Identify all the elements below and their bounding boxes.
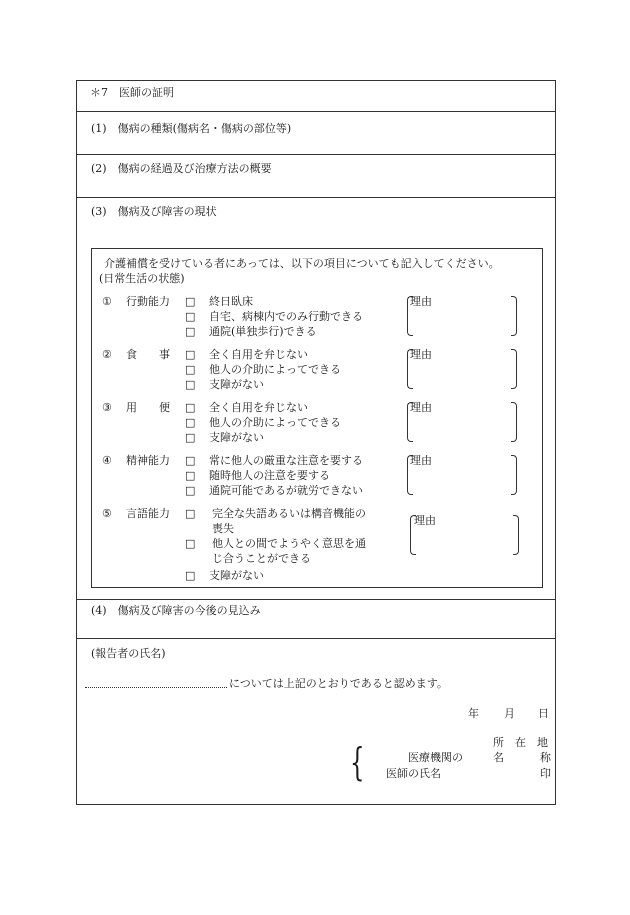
institution-name-char: 名 (493, 751, 504, 764)
option: 他人の介助によってできる (209, 416, 341, 429)
checkbox[interactable]: □ (185, 348, 196, 361)
section-title: ＊7 医師の証明 (90, 86, 174, 99)
checkbox[interactable]: □ (185, 325, 196, 338)
field-current-state: (3) 傷病及び障害の現状 (91, 205, 217, 218)
checkbox[interactable]: □ (185, 295, 196, 308)
item-number: ① (102, 295, 112, 308)
item-label: 行動能力 (126, 295, 170, 308)
reason-label: 理由 (410, 348, 432, 361)
checkbox[interactable]: □ (185, 378, 196, 391)
divider (77, 111, 555, 112)
option: 常に他人の厳重な注意を要する (209, 454, 363, 467)
option: 他人との間でようやく意思を通 (212, 537, 366, 550)
reason-label: 理由 (410, 454, 432, 467)
doctor-name-label: 医師の氏名 (386, 767, 441, 780)
checkbox[interactable]: □ (185, 507, 196, 520)
checkbox[interactable]: □ (185, 363, 196, 376)
date-day: 日 (538, 707, 549, 720)
certificate-form: ＊7 医師の証明 (1) 傷病の種類(傷病名・傷病の部位等) (2) 傷病の経過及び治療方法の概要 (3) 傷病及び障害の現状 介護補償を受けている者にあっては、以下の項目についても記入してください。 (日常生活の状態) ① 行動能力 □ 終日臥床 □ 自宅、病棟内でのみ行動できる □ 通院(単独歩行)できる 理由 ② 食 事 □ 全く自用を弁じない □ 他人の介助によってできる □ 支障がない 理由 ③ 用 便 □ 全く自用を弁じない □ 他人の介助によってできる □ 支障がない 理由 ④ 精神能力 □ 常に他人の厳重な注意を要する □ 随時他人の注意を要する □ 通院可能であるが就労できない 理由 ⑤ 言語能力 □ 完全な失語あるいは構音機能の 喪失 □ 他人との間でようやく意思を通 じ合うことができる □ 支障がない 理由 (4) 傷病及び障害の今後の見込み (報告者の氏名) については上記のとおりであると認めます。 年 月 日 { 所 在 地 医療機関の 名 称 医師の氏名 印 (76, 80, 556, 805)
option: 他人の介助によってできる (209, 363, 341, 376)
reason-bracket-close (511, 402, 517, 442)
item-label: 言語能力 (126, 507, 170, 520)
divider (77, 599, 555, 600)
reason-bracket-close (513, 515, 519, 555)
option: 支障がない (209, 378, 264, 391)
reason-label: 理由 (410, 401, 432, 414)
field-prognosis: (4) 傷病及び障害の今後の見込み (91, 604, 261, 617)
box-intro: 介護補償を受けている者にあっては、以下の項目についても記入してください。 (104, 257, 500, 270)
reason-label: 理由 (414, 514, 436, 527)
divider (77, 154, 555, 155)
item-number: ② (102, 348, 112, 361)
checkbox[interactable]: □ (185, 469, 196, 482)
item-label: 用 便 (126, 401, 170, 414)
option: 全く自用を弁じない (209, 348, 308, 361)
date-month: 月 (504, 707, 515, 720)
reason-bracket-close (511, 455, 517, 495)
date-year: 年 (468, 707, 479, 720)
checkbox[interactable]: □ (185, 569, 196, 582)
checkbox[interactable]: □ (185, 454, 196, 467)
field-injury-type: (1) 傷病の種類(傷病名・傷病の部位等) (91, 122, 292, 135)
option: 随時他人の注意を要する (209, 469, 330, 482)
checkbox[interactable]: □ (185, 431, 196, 444)
item-number: ④ (102, 454, 112, 467)
option: 終日臥床 (209, 295, 253, 308)
checkbox[interactable]: □ (185, 537, 196, 550)
option: 自宅、病棟内でのみ行動できる (209, 310, 363, 323)
item-number: ③ (102, 401, 112, 414)
option: 支障がない (209, 431, 264, 444)
institution-name-char: 称 (540, 751, 551, 764)
address-label: 所 在 地 (493, 736, 548, 749)
item-label: 精神能力 (126, 454, 170, 467)
option: 支障がない (209, 569, 264, 582)
reason-label: 理由 (410, 295, 432, 308)
option: 全く自用を弁じない (209, 401, 308, 414)
box-subtitle: (日常生活の状態) (99, 272, 185, 285)
option: 通院可能であるが就労できない (209, 484, 363, 497)
certify-text: については上記のとおりであると認めます。 (229, 677, 448, 690)
reason-bracket-close (511, 296, 517, 336)
seal-mark: 印 (540, 767, 551, 780)
checkbox[interactable]: □ (185, 484, 196, 497)
reason-bracket-close (511, 349, 517, 389)
option: 通院(単独歩行)できる (209, 325, 317, 338)
checkbox[interactable]: □ (185, 416, 196, 429)
daily-life-box (91, 248, 543, 588)
institution-label: 医療機関の (408, 751, 463, 764)
name-fill-line[interactable] (85, 687, 227, 688)
item-number: ⑤ (102, 507, 112, 520)
item-label: 食 事 (126, 348, 170, 361)
divider (77, 197, 555, 198)
option-continued: 喪失 (212, 522, 234, 535)
option-continued: じ合うことができる (212, 552, 311, 565)
option: 完全な失語あるいは構音機能の (212, 507, 366, 520)
checkbox[interactable]: □ (185, 310, 196, 323)
divider (77, 638, 555, 639)
field-injury-course: (2) 傷病の経過及び治療方法の概要 (91, 162, 272, 175)
checkbox[interactable]: □ (185, 401, 196, 414)
reporter-name-label: (報告者の氏名) (91, 647, 166, 660)
